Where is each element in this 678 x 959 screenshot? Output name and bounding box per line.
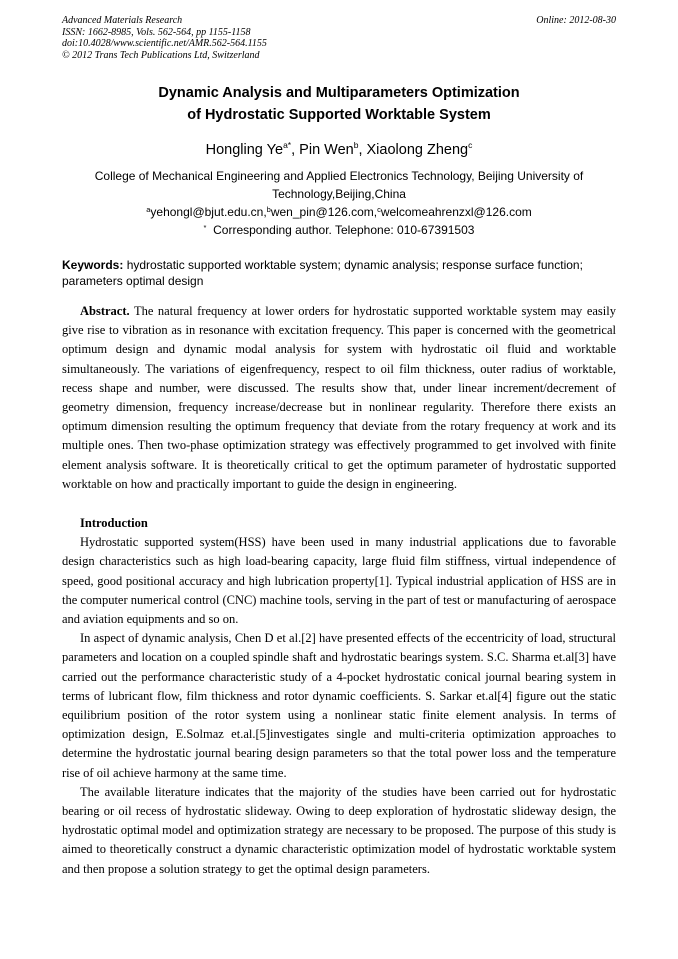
email-mark: c	[377, 205, 381, 214]
abstract-label: Abstract.	[80, 304, 130, 318]
title-line-1: Dynamic Analysis and Multiparameters Optimization	[158, 85, 520, 101]
section-heading: Introduction	[80, 516, 148, 530]
abstract-text: The natural frequency at lower orders for hydrostatic supported worktable system may easily give rise to vibration as in resonance with excitation frequency. This paper is concerned with the geometrical optimum design and dynamic modal analysis for system with hydrostatic oil fluid and worktable simultaneously. The variations of eigenfrequency, respect to oil film thickness, outer radius of worktable, recess shape and number, were discussed. The results show that, under linear increment/decrement of geometry dimension, frequency increase/decrease but in nonlinear regularity. Therefore there exists an optimum dimension resulting the optimum frequency that deviate from the rotary frequency at work and its multiple ones. Then two-phase optimization strategy was effectively programmed to get involved with finite element analysis software. It is theoretically critical to get the optimum parameter of hydrostatic supported worktable on how and practically important to guide the design in engineering.	[62, 304, 616, 491]
keywords-label: Keywords:	[62, 258, 124, 272]
affiliation-line-1: College of Mechanical Engineering and Applied Electronics Technology, Beijing University of	[94, 169, 584, 183]
email-address: welcomeahrenzxl@126.com	[380, 205, 532, 219]
email-line	[62, 203, 616, 221]
author-affiliation-mark: a*	[283, 140, 292, 150]
corresponding-author	[62, 221, 616, 239]
author-separator: ,	[291, 142, 300, 158]
corresponding-mark: *	[203, 223, 207, 232]
author-list	[62, 140, 616, 160]
keywords	[62, 257, 616, 289]
abstract	[62, 302, 616, 494]
author-name: Hongling Ye	[205, 142, 284, 158]
email-mark: a	[146, 205, 151, 214]
abstract-paragraph	[62, 302, 616, 494]
author-separator: ,	[358, 142, 367, 158]
affiliation-line-2: Technology,Beijing,China	[272, 187, 406, 201]
author-affiliation-mark: c	[468, 140, 473, 150]
email-address: wen_pin@126.com,	[270, 205, 378, 219]
corresponding-text: Corresponding author. Telephone: 010-67391503	[213, 223, 475, 237]
affiliation-block	[62, 167, 616, 239]
intro-paragraph: Hydrostatic supported system(HSS) have been used in many industrial applications due to favorable design characteristics such as high load-bearing capacity, large fluid film stiffness, virtual independence of speed, good positional accuracy and high lubrication property[1]. Typical industrial application of HSS are in the computer numerical control (CNC) machine tools, serving in the part of test or manufacturing of aerospace and aviation equipments and so on.	[62, 535, 616, 627]
introduction-section	[62, 514, 616, 879]
intro-paragraph: In aspect of dynamic analysis, Chen D et al.[2] have presented effects of the eccentricity of load, structural parameters and location on a coupled spindle shaft and hydrostatic bearings system. S.C. Sharma et.al[3] have carried out the performance characteristic study of a 4-pocket hydrostatic conical journal bearing system in terms of lubricant flow, film thickness and rotor dynamic coefficients. S. Sarkar et.al[4] figure out the static equilibrium position of the rotor system using a nonlinear static finite element analysis. In terms of optimization design, E.Solmaz et.al.[5]investigates single and multi-criteria optimization approaches to determine the hydrostatic journal bearing design parameters so that the total power loss and the temperature rise of oil achieve harmony at the same time.	[62, 631, 616, 780]
issn-line: ISSN: 1662-8985, Vols. 562-564, pp 1155-1158	[62, 26, 251, 38]
doi-line: doi:10.4028/www.scientific.net/AMR.562-564.1155	[62, 38, 267, 49]
title-line-2: of Hydrostatic Supported Worktable System	[187, 107, 491, 123]
keywords-text: hydrostatic supported worktable system; dynamic analysis; response surface function; parameters optimal design	[62, 258, 583, 288]
author-affiliation-mark: b	[353, 140, 359, 150]
journal-name: Advanced Materials Research	[62, 15, 183, 26]
email-mark: b	[266, 205, 271, 214]
intro-paragraph: The available literature indicates that the majority of the studies have been carried out for hydrostatic bearing or oil recess of hydrostatic slideway. Owing to deep exploration of hydrostatic slideway design, the hydrostatic optimal model and optimization strategy are necessary to be proposed. The purpose of this study is aimed to theoretically construct a dynamic characteristic optimization model of hydrostatic worktable system and then propose a solution strategy to get the optimal design parameters.	[62, 784, 616, 876]
email-address: yehongl@bjut.edu.cn,	[150, 205, 267, 219]
author-name: Xiaolong Zheng	[366, 142, 469, 158]
author-name: Pin Wen	[299, 142, 354, 158]
paper-title	[62, 82, 616, 126]
journal-header	[62, 15, 616, 61]
online-date: Online: 2012-08-30	[536, 15, 616, 26]
copyright-line: © 2012 Trans Tech Publications Ltd, Switzerland	[62, 49, 260, 61]
